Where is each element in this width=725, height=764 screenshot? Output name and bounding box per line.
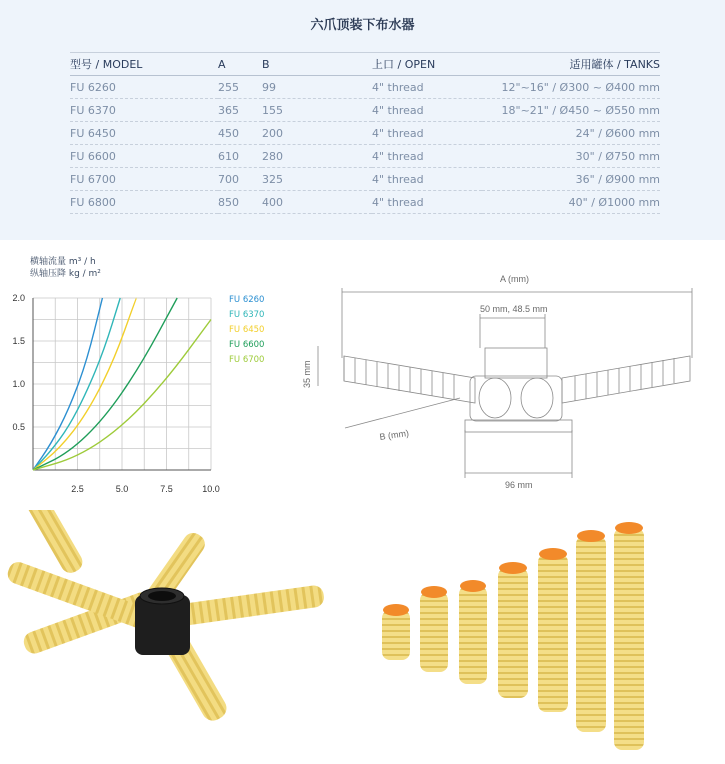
table-row <box>70 76 660 99</box>
cell-b: 325 <box>262 168 372 191</box>
cell-model: FU 6260 <box>70 76 218 99</box>
cell-open: 4" thread <box>372 76 482 99</box>
legend-item: FU 6700 <box>229 355 265 365</box>
distributor-drawing <box>300 248 725 508</box>
y-tick-label: 0.5 <box>12 422 25 432</box>
table-row <box>70 191 660 214</box>
cell-b: 280 <box>262 145 372 168</box>
cell-a: 365 <box>218 99 262 122</box>
cell-tanks: 40" / Ø1000 mm <box>482 191 660 214</box>
y-tick-label: 2.0 <box>12 293 25 303</box>
cell-model: FU 6700 <box>70 168 218 191</box>
assembled-distributor <box>2 510 325 725</box>
cell-open: 4" thread <box>372 168 482 191</box>
cell-a: 610 <box>218 145 262 168</box>
table-row <box>70 122 660 145</box>
cell-tanks: 30" / Ø750 mm <box>482 145 660 168</box>
legend-item: FU 6260 <box>229 295 265 305</box>
col-open: 上口 / OPEN <box>372 53 482 76</box>
cell-open: 4" thread <box>372 145 482 168</box>
cell-b: 200 <box>262 122 372 145</box>
cell-open: 4" thread <box>372 122 482 145</box>
hub-top <box>485 348 547 378</box>
hub-body <box>470 376 562 421</box>
cell-a: 255 <box>218 76 262 99</box>
x-tick-label: 7.5 <box>160 484 173 494</box>
cell-b: 99 <box>262 76 372 99</box>
cell-tanks: 24" / Ø600 mm <box>482 122 660 145</box>
cell-b: 400 <box>262 191 372 214</box>
chart-x-title: 横轴流量 m³ / h <box>30 257 96 267</box>
chart-y-title: 纵轴压降 kg / m² <box>30 269 101 279</box>
col-tanks: 适用罐体 / TANKS <box>482 53 660 76</box>
left-arm-ribs <box>355 358 454 400</box>
col-a: A <box>218 53 262 76</box>
cell-a: 850 <box>218 191 262 214</box>
cell-b: 155 <box>262 99 372 122</box>
cell-model: FU 6800 <box>70 191 218 214</box>
dimension-diagram <box>300 248 725 508</box>
table-row <box>70 168 660 191</box>
right-arm-ribs <box>575 358 674 401</box>
label-bottom: 96 mm <box>505 480 533 490</box>
col-b: B <box>262 53 372 76</box>
cell-open: 4" thread <box>372 99 482 122</box>
label-top: 50 mm, 48.5 mm <box>480 304 548 314</box>
cell-a: 450 <box>218 122 262 145</box>
cell-tanks: 12"~16" / Ø300 ~ Ø400 mm <box>482 76 660 99</box>
cell-model: FU 6370 <box>70 99 218 122</box>
dim-line-b <box>345 398 460 428</box>
legend-item: FU 6600 <box>229 340 265 350</box>
spec-table <box>70 52 660 214</box>
strainer-lineup <box>382 522 644 750</box>
cell-model: FU 6450 <box>70 122 218 145</box>
x-tick-label: 5.0 <box>115 484 129 494</box>
y-tick-label: 1.0 <box>12 379 25 389</box>
table-header-row <box>70 53 660 76</box>
cell-open: 4" thread <box>372 191 482 214</box>
label-b: B (mm) <box>378 427 410 442</box>
y-tick-label: 1.5 <box>12 336 25 346</box>
cell-tanks: 18"~21" / Ø450 ~ Ø550 mm <box>482 99 660 122</box>
page-title: 六爪顶装下布水器 <box>310 18 415 33</box>
product-illustration <box>0 510 725 759</box>
col-model: 型号 / MODEL <box>70 53 218 76</box>
label-a: A (mm) <box>500 274 529 284</box>
cell-a: 700 <box>218 168 262 191</box>
label-height: 35 mm <box>302 360 312 388</box>
x-tick-label: 2.5 <box>71 484 84 494</box>
product-photos <box>0 510 725 759</box>
pressure-flow-chart <box>0 248 300 508</box>
legend-item: FU 6450 <box>229 325 265 335</box>
legend-item: FU 6370 <box>229 310 265 320</box>
table-row <box>70 99 660 122</box>
x-tick-label: 10.0 <box>202 484 220 494</box>
table-row <box>70 145 660 168</box>
hub-base <box>465 420 572 432</box>
cell-model: FU 6600 <box>70 145 218 168</box>
cell-tanks: 36" / Ø900 mm <box>482 168 660 191</box>
chart-canvas <box>0 248 300 508</box>
